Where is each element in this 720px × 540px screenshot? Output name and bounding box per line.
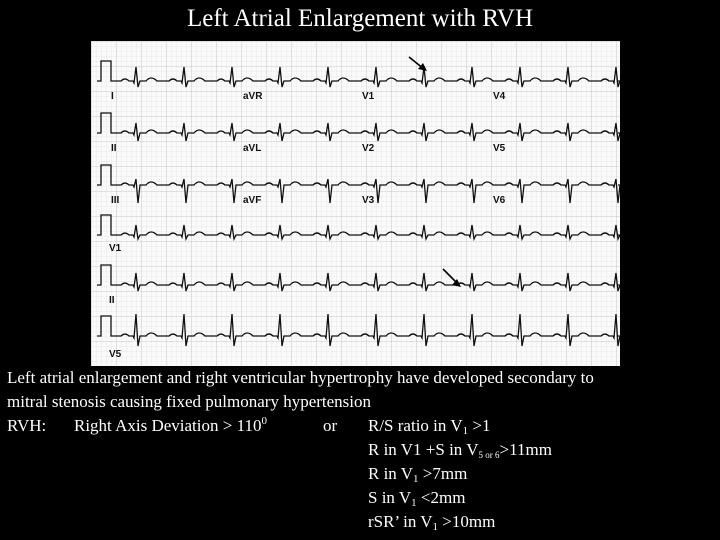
- rad-text: Right Axis Deviation > 110: [74, 416, 262, 435]
- intro-line-1: Left atrial enlargement and right ventricular hypertrophy have developed secondary to: [7, 368, 594, 387]
- criterion-5-value: >10mm: [442, 512, 496, 531]
- criterion-1-text: R/S ratio in V: [368, 416, 463, 435]
- criterion-5: [368, 510, 495, 534]
- lead-label-ii: II: [111, 143, 117, 154]
- rhythm-label-v5: V5: [109, 349, 122, 360]
- degree-sup: 0: [261, 415, 267, 427]
- lead-label-v1: V1: [362, 91, 375, 102]
- lead-label-v4: V4: [493, 91, 506, 102]
- lead-label-v2: V2: [362, 143, 375, 154]
- criterion-4-text: S in V: [368, 488, 412, 507]
- criterion-2: [368, 438, 552, 462]
- lead-label-v3: V3: [362, 195, 375, 206]
- or-text: or: [323, 416, 338, 435]
- criterion-3-value: >7mm: [422, 464, 468, 483]
- ecg-tracing: [91, 41, 620, 366]
- criterion-5-text: rSR’ in V: [368, 512, 433, 531]
- slide-title: Left Atrial Enlargement with RVH: [186, 5, 534, 32]
- lead-label-iii: III: [111, 195, 120, 206]
- lead-label-v6: V6: [493, 195, 506, 206]
- rhythm-label-ii: II: [109, 295, 115, 306]
- intro-line-2: mitral stenosis causing fixed pulmonary hypertension: [7, 392, 372, 411]
- criterion-5-sub: 1: [432, 521, 439, 533]
- criterion-3: [368, 462, 467, 486]
- rhythm-label-v1: V1: [109, 243, 122, 254]
- criterion-4: [368, 486, 465, 510]
- criterion-3-sub: 1: [413, 473, 419, 485]
- lead-label-avr: aVR: [243, 91, 263, 102]
- criterion-4-sub: 1: [411, 497, 417, 509]
- criterion-3-text: R in V: [368, 464, 414, 483]
- criterion-2-sub: 5 or 6: [478, 450, 500, 460]
- criterion-4-value: <2mm: [420, 488, 466, 507]
- criterion-2-text: R in V1 +S in V: [368, 440, 479, 459]
- criterion-2-value: >11mm: [499, 440, 552, 459]
- criterion-1-sub: 1: [462, 425, 469, 437]
- rvh-label: RVH:: [7, 416, 47, 435]
- criterion-1-value: >1: [472, 416, 491, 435]
- criterion-1: [368, 414, 490, 438]
- lead-label-avl: aVL: [243, 143, 262, 154]
- lead-label-avf: aVF: [243, 195, 262, 206]
- right-axis-deviation: [74, 414, 267, 438]
- ecg-grid: [91, 41, 620, 366]
- lead-label-i: I: [111, 91, 114, 102]
- lead-label-v5: V5: [493, 143, 506, 154]
